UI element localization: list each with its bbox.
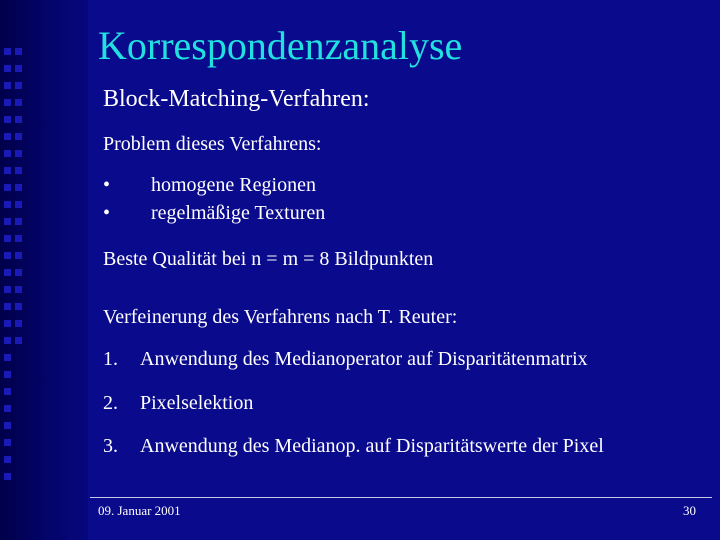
- decor-square: [4, 184, 11, 191]
- decor-square: [4, 82, 11, 89]
- decor-square: [15, 167, 22, 174]
- step-number: 2.: [103, 392, 118, 414]
- list-item: [103, 174, 523, 202]
- decor-square: [15, 201, 22, 208]
- decor-square: [4, 388, 11, 395]
- decor-square: [4, 116, 11, 123]
- decor-square: [4, 473, 11, 480]
- bullet-icon: •: [103, 202, 111, 224]
- decor-square: [4, 337, 11, 344]
- footer-divider: [90, 497, 712, 498]
- decor-square: [15, 150, 22, 157]
- list-item: [103, 202, 523, 230]
- decor-square: [15, 116, 22, 123]
- decor-square: [4, 286, 11, 293]
- decor-square: [15, 337, 22, 344]
- decor-square: [15, 99, 22, 106]
- decor-square: [15, 48, 22, 55]
- decor-square: [4, 456, 11, 463]
- step-number: 1.: [103, 348, 118, 370]
- decor-square: [4, 269, 11, 276]
- decor-square: [4, 252, 11, 259]
- step-number: 3.: [103, 435, 118, 457]
- decor-square: [4, 167, 11, 174]
- problem-bullet-list: [103, 174, 523, 230]
- footer-date: 09. Januar 2001: [98, 503, 181, 518]
- decor-square: [4, 99, 11, 106]
- decor-square: [15, 286, 22, 293]
- decor-square-column: [4, 48, 28, 498]
- decor-square: [4, 201, 11, 208]
- decor-square: [15, 184, 22, 191]
- problem-heading: Problem dieses Verfahrens:: [103, 133, 322, 155]
- decor-square: [15, 82, 22, 89]
- decor-square: [15, 320, 22, 327]
- decor-square: [15, 269, 22, 276]
- decor-square: [4, 320, 11, 327]
- step-text: Pixelselektion: [140, 392, 254, 414]
- decor-square: [15, 133, 22, 140]
- decor-square: [4, 422, 11, 429]
- decor-square: [4, 235, 11, 242]
- decor-square: [15, 65, 22, 72]
- bullet-text: regelmäßige Texturen: [151, 202, 326, 224]
- step-text: Anwendung des Medianop. auf Disparitätswerte der Pixel: [140, 435, 604, 457]
- decor-square: [4, 218, 11, 225]
- decor-square: [15, 303, 22, 310]
- decor-square: [4, 303, 11, 310]
- decor-square: [4, 150, 11, 157]
- slide-title: Korrespondenzanalyse: [98, 23, 463, 68]
- decor-square: [4, 371, 11, 378]
- decor-square: [4, 48, 11, 55]
- decor-square: [15, 218, 22, 225]
- decor-square: [4, 354, 11, 361]
- page-number: 30: [683, 503, 696, 518]
- decor-square: [4, 405, 11, 412]
- decor-square: [4, 133, 11, 140]
- bullet-icon: •: [103, 174, 111, 196]
- quality-note: Beste Qualität bei n = m = 8 Bildpunkten: [103, 248, 434, 270]
- decor-square: [4, 65, 11, 72]
- decor-square: [4, 439, 11, 446]
- slide-subtitle: Block-Matching-Verfahren:: [103, 86, 370, 112]
- bullet-text: homogene Regionen: [151, 174, 316, 196]
- step-text: Anwendung des Medianoperator auf Disparitätenmatrix: [140, 348, 588, 370]
- refinement-heading: Verfeinerung des Verfahrens nach T. Reuter:: [103, 306, 458, 328]
- decor-square: [15, 235, 22, 242]
- decor-square: [15, 252, 22, 259]
